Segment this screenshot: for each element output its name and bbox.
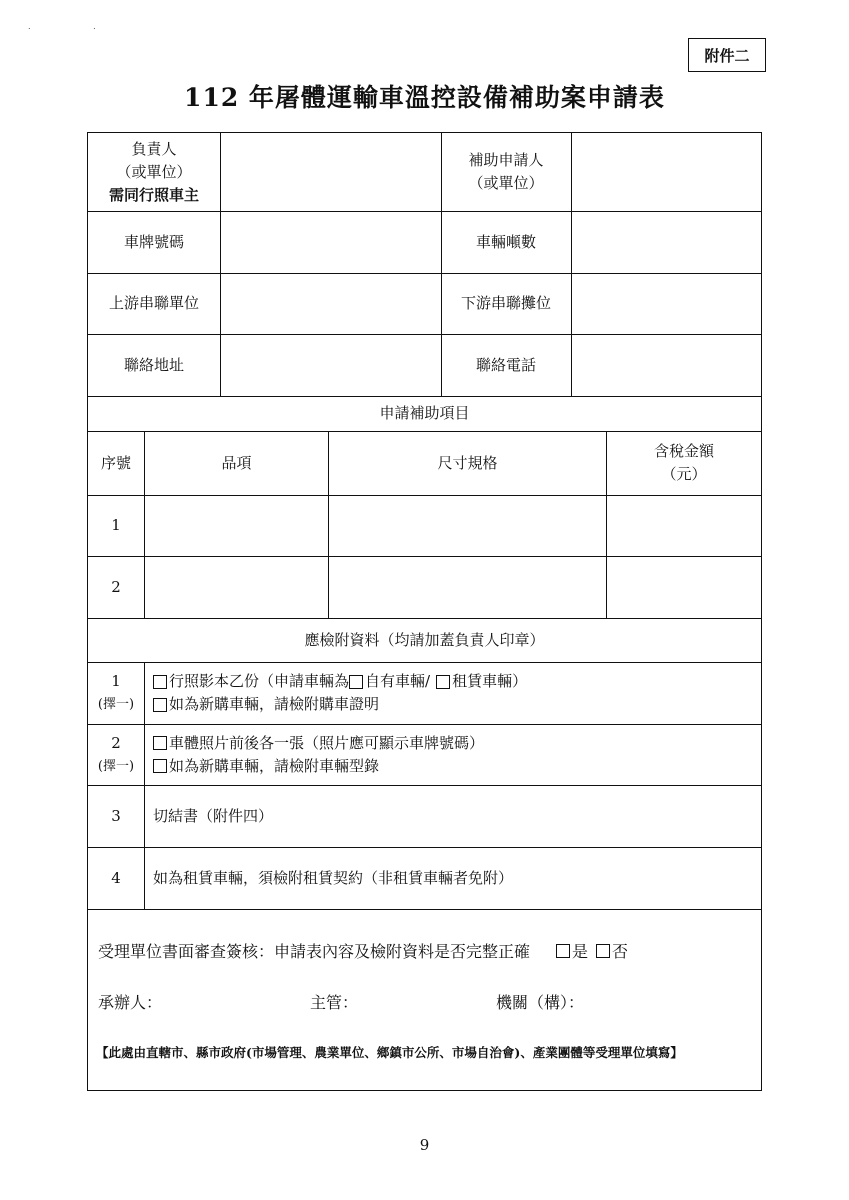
review-yes-checkbox[interactable] [556, 944, 570, 958]
tonnage-label: 車輛噸數 [475, 232, 536, 251]
item-row-1-spec[interactable] [329, 495, 606, 556]
upstream-field[interactable] [221, 273, 441, 334]
tonnage-field[interactable] [572, 211, 761, 273]
plate-label: 車牌號碼 [123, 232, 184, 251]
downstream-field[interactable] [572, 273, 761, 334]
item-row-2-item[interactable] [145, 556, 328, 618]
applicant-label: 補助申請人 （或單位） [468, 151, 544, 192]
attach-row-2-no: 2 (擇一) [97, 733, 135, 774]
license-copy-checkbox[interactable] [153, 675, 167, 689]
attach-row-2-content: 車體照片前後各一張（照片應可顯示車牌號碼） 如為新購車輛，請檢附車輛型錄 [145, 724, 761, 785]
owner-label: 負責人 （或單位） 需同行照車主 [108, 139, 199, 204]
form-title: 112 年屠體運輸車溫控設備補助案申請表 [184, 83, 665, 112]
supervisor-label: 主管： [310, 993, 359, 1012]
vehicle-photos-checkbox[interactable] [153, 736, 167, 750]
attach-row-4-content: 如為租賃車輛，須檢附租賃契約（非租賃車輛者免附） [153, 868, 514, 887]
phone-label: 聯絡電話 [475, 355, 536, 374]
attach-row-3-content: 切結書（附件四） [153, 806, 274, 825]
col-header-spec: 尺寸規格 [437, 453, 498, 472]
item-row-1-amount[interactable] [607, 495, 761, 556]
col-header-amount: 含稅金額 （元） [653, 442, 714, 483]
page-number: 9 [419, 1136, 430, 1154]
col-header-item: 品項 [221, 453, 252, 472]
attach-row-1-content: 行照影本乙份（申請車輛為 自有車輛/ 租賃車輛） 如為新購車輛，請檢附購車證明 [145, 662, 761, 724]
applicant-field[interactable] [572, 133, 761, 211]
vehicle-catalog-checkbox[interactable] [153, 759, 167, 773]
address-label: 聯絡地址 [123, 355, 184, 374]
leased-vehicle-checkbox[interactable] [436, 675, 450, 689]
attachment-label: 附件二 [688, 38, 766, 72]
item-row-2-amount[interactable] [607, 556, 761, 618]
plate-field[interactable] [221, 211, 441, 273]
review-no-checkbox[interactable] [596, 944, 610, 958]
application-form-table [87, 132, 762, 1091]
handler-label: 承辦人： [98, 993, 163, 1012]
attach-row-4-no: 4 [111, 868, 121, 887]
agency-label: 機關（構）： [496, 993, 585, 1012]
attachments-section-heading: 應檢附資料（均請加蓋負責人印章） [304, 630, 545, 649]
purchase-proof-checkbox[interactable] [153, 698, 167, 712]
attach-row-3-no: 3 [111, 806, 121, 825]
item-row-1-item[interactable] [145, 495, 328, 556]
address-field[interactable] [221, 334, 441, 396]
col-header-no: 序號 [100, 453, 131, 472]
upstream-label: 上游串聯單位 [108, 294, 199, 312]
downstream-label: 下游串聯攤位 [460, 294, 551, 312]
phone-field[interactable] [572, 334, 761, 396]
scan-speck: . . [28, 22, 126, 31]
attach-row-1-no: 1 (擇一) [97, 672, 135, 712]
owner-field[interactable] [221, 133, 441, 211]
item-row-1-no: 1 [111, 516, 121, 534]
item-row-2-spec[interactable] [329, 556, 606, 618]
review-note: 【此處由直轄市、縣市政府(市場管理、農業單位、鄉鎮市公所、市場自治會)、產業團體等受理單位填寫】 [96, 1045, 683, 1060]
item-row-2-no: 2 [111, 577, 121, 596]
review-question-line: 受理單位書面審查簽核：申請表內容及檢附資料是否完整正確 是 否 [98, 942, 629, 961]
own-vehicle-checkbox[interactable] [349, 675, 363, 689]
items-section-heading: 申請補助項目 [379, 404, 470, 422]
